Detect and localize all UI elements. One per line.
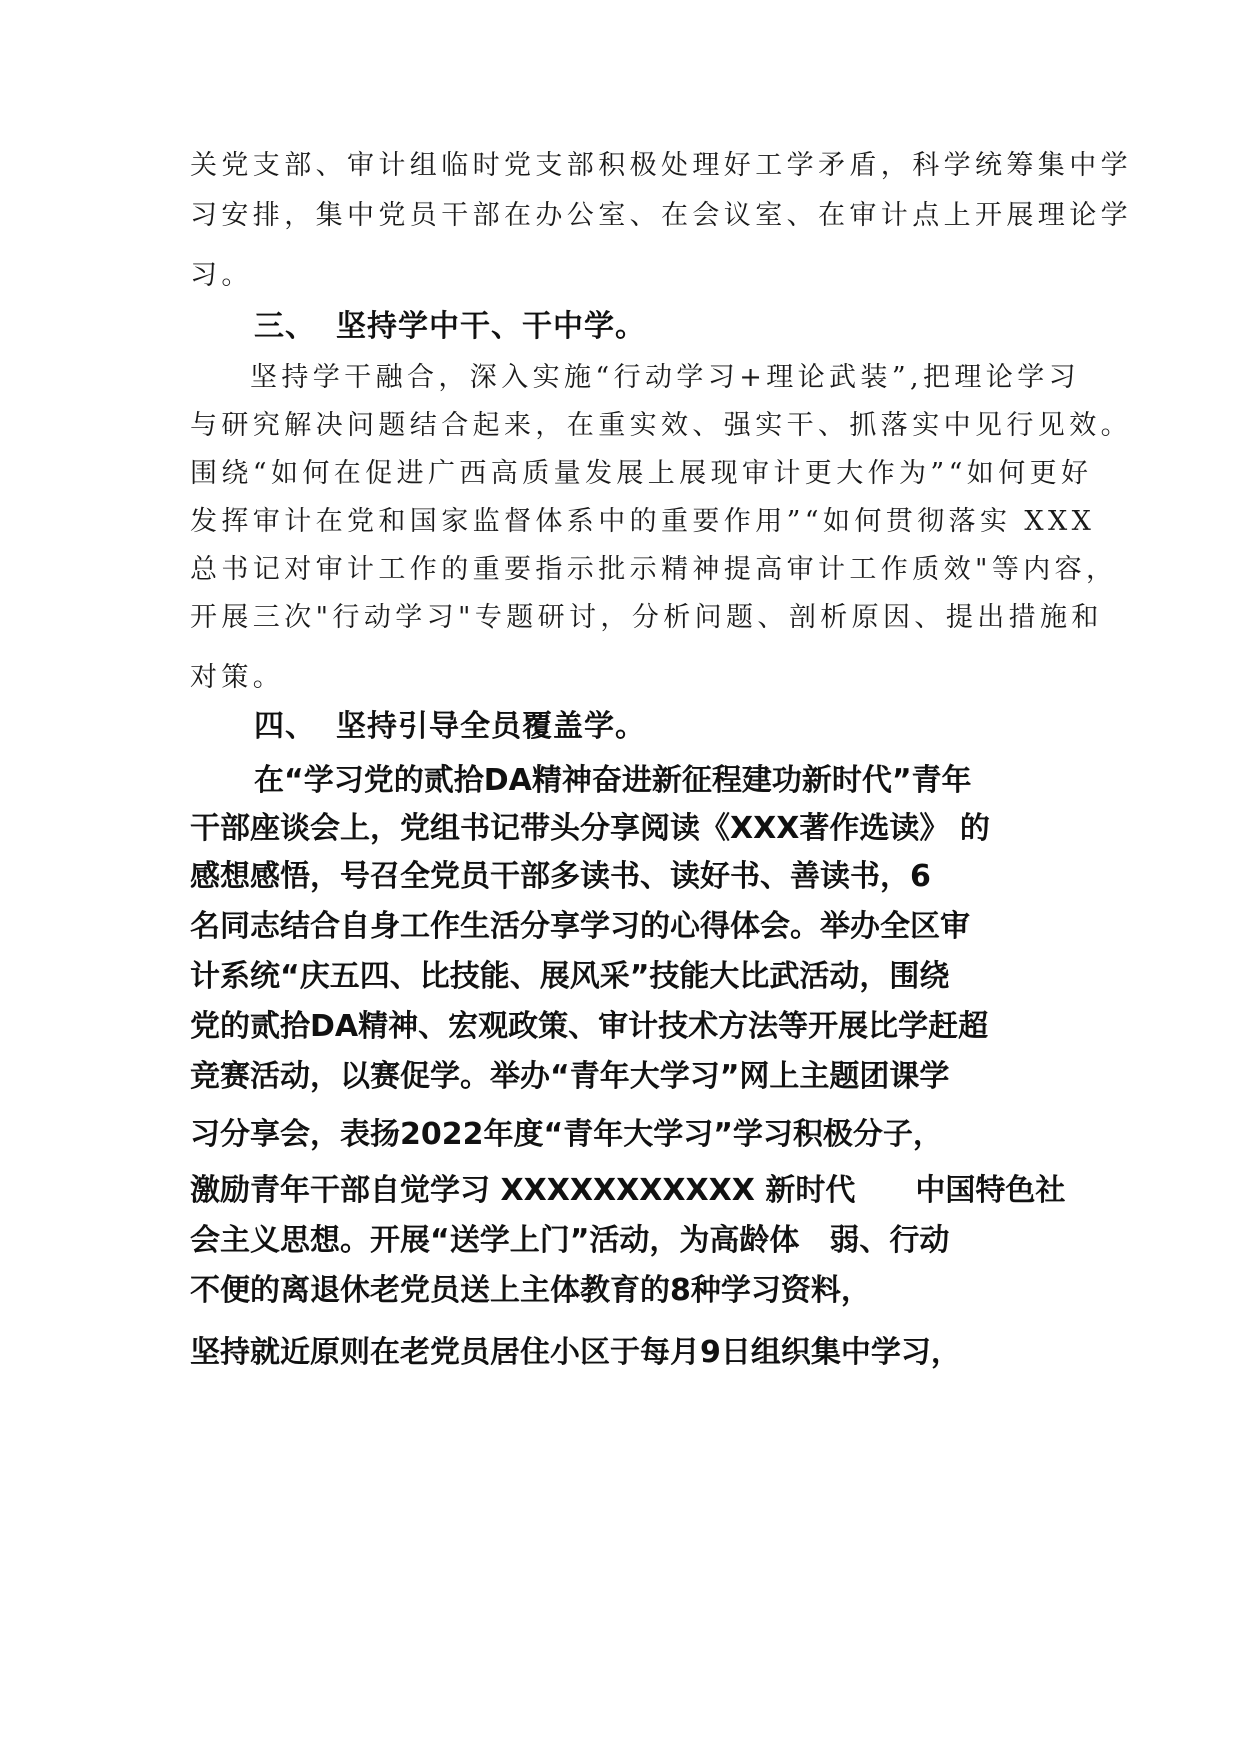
section-heading <box>254 708 646 746</box>
paragraph-line: 干部座谈会上，党组书记带头分享阅读《XXX著作选读》 的 <box>190 811 990 846</box>
paragraph-line: 关党支部、审计组临时党支部积极处理好工学矛盾，科学统筹集中学 <box>190 150 1132 181</box>
paragraph-line: 激励青年干部自觉学习 XXXXXXXXXXX 新时代 中国特色社 <box>190 1173 1066 1208</box>
section-title: 坚持引导全员覆盖学。 <box>336 709 646 744</box>
paragraph-line: 总书记对审计工作的重要指示批示精神提高审计工作质效"等内容， <box>190 554 1118 585</box>
paragraph-line: 与研究解决问题结合起来，在重实效、强实干、抓落实中见行见效。 <box>190 410 1132 441</box>
section-number: 四、 <box>254 709 316 744</box>
paragraph-line: 感想感悟，号召全党员干部多读书、读好书、善读书，6 <box>190 859 931 894</box>
paragraph-line: 习安排，集中党员干部在办公室、在会议室、在审计点上开展理论学 <box>190 200 1132 231</box>
paragraph-line: 会主义思想。开展“送学上门”活动，为高龄体 弱、行动 <box>190 1223 950 1258</box>
paragraph-line: 发挥审计在党和国家监督体系中的重要作用”“如何贯彻落实 XXX <box>190 506 1096 537</box>
paragraph-line: 习分享会，表扬2022年度“青年大学习”学习积极分子， <box>190 1117 943 1152</box>
section-heading <box>254 308 646 346</box>
paragraph-line: 对策。 <box>190 662 285 693</box>
paragraph-line: 计系统“庆五四、比技能、展风采”技能大比武活动，围绕 <box>190 959 950 994</box>
paragraph-line: 坚持就近原则在老党员居住小区于每月9日组织集中学习， <box>190 1335 961 1370</box>
paragraph-line: 名同志结合自身工作生活分享学习的心得体会。举办全区审 <box>190 909 970 944</box>
paragraph-line: 在“学习党的贰拾DA精神奋进新征程建功新时代”青年 <box>254 763 972 798</box>
paragraph-line: 党的贰拾DA精神、宏观政策、审计技术方法等开展比学赶超 <box>190 1009 989 1044</box>
section-number: 三、 <box>254 309 316 344</box>
paragraph-line: 不便的离退休老党员送上主体教育的8种学习资料， <box>190 1273 871 1308</box>
paragraph-line: 坚持学干融合，深入实施“行动学习+理论武装”,把理论学习 <box>250 362 1081 393</box>
paragraph-line: 开展三次"行动学习"专题研讨，分析问题、剖析原因、提出措施和 <box>190 602 1103 633</box>
paragraph-line: 习。 <box>190 260 253 291</box>
section-title: 坚持学中干、干中学。 <box>336 309 646 344</box>
paragraph-line: 竞赛活动，以赛促学。举办“青年大学习”网上主题团课学 <box>190 1059 950 1094</box>
paragraph-line: 围绕“如何在促进广西高质量发展上展现审计更大作为”“如何更好 <box>190 458 1093 489</box>
